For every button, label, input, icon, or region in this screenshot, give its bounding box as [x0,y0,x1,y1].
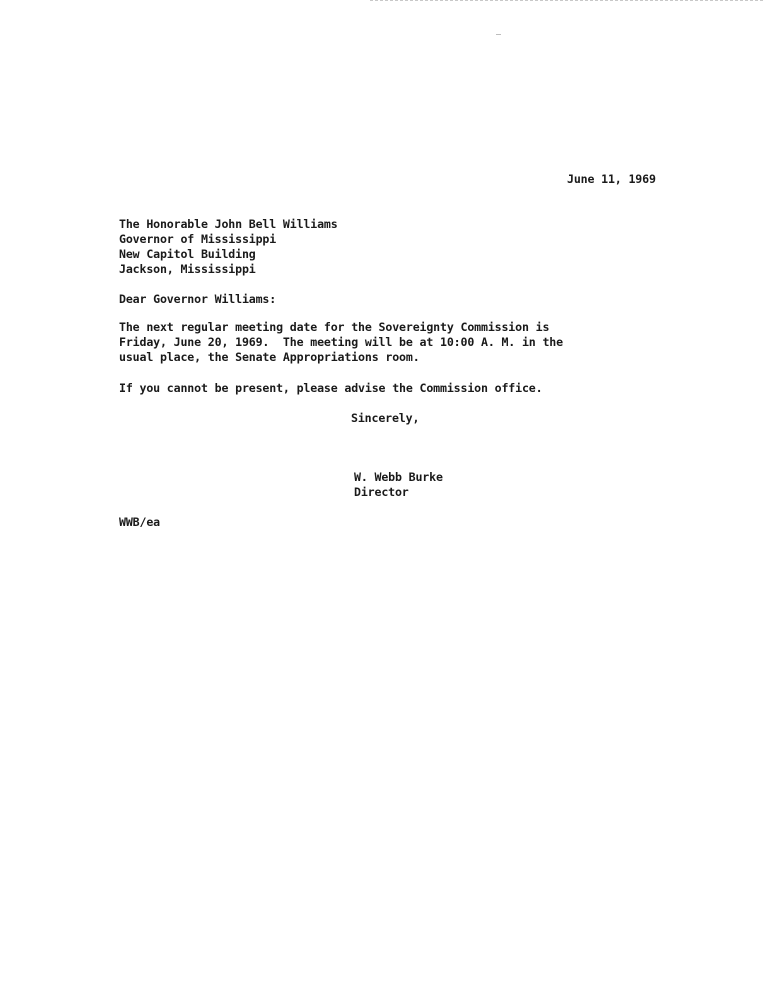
paragraph-line: Friday, June 20, 1969. The meeting will be at 10:00 A. M. in the [119,335,563,349]
body-paragraph-1 [119,320,563,365]
paragraph-line: usual place, the Senate Appropriations room. [119,350,420,364]
reference-initials: WWB/ea [119,515,160,529]
recipient-address [119,217,338,277]
paragraph-line: If you cannot be present, please advise the Commission office. [119,381,543,395]
recipient-line: New Capitol Building [119,247,256,261]
signer-title: Director [354,485,409,499]
closing: Sincerely, [351,411,420,425]
stray-mark [496,34,501,35]
recipient-line: The Honorable John Bell Williams [119,217,338,231]
signature-block [354,470,443,500]
recipient-line: Jackson, Mississippi [119,262,256,276]
paragraph-line: The next regular meeting date for the Sovereignty Commission is [119,320,550,334]
salutation: Dear Governor Williams: [119,292,277,306]
body-paragraph-2 [119,381,542,396]
letter-date: June 11, 1969 [567,172,656,186]
recipient-line: Governor of Mississippi [119,232,277,246]
top-edge-dashes [370,0,763,3]
signer-name: W. Webb Burke [354,470,443,484]
